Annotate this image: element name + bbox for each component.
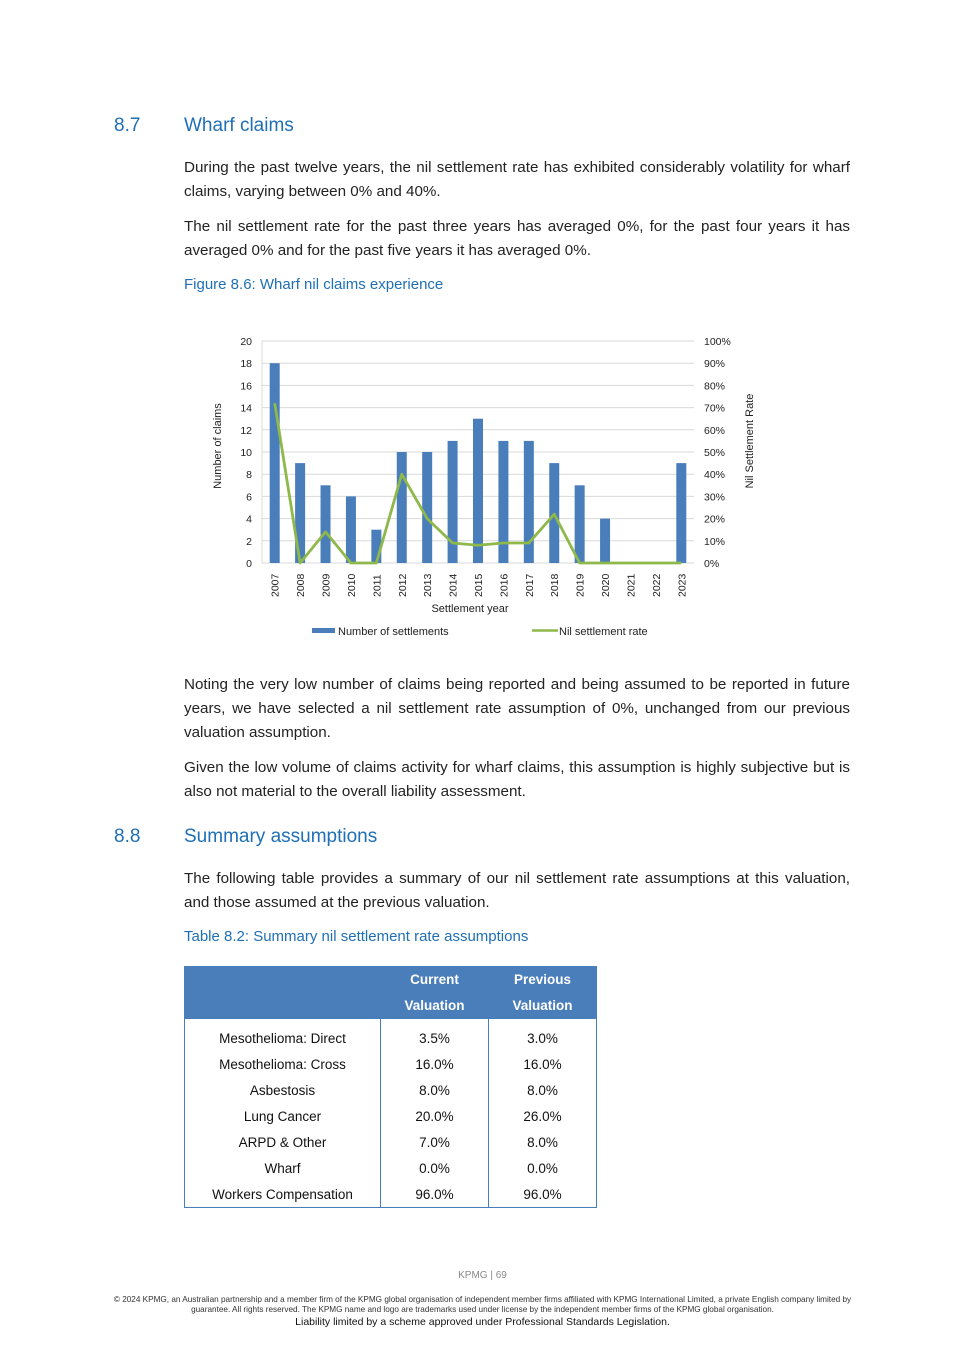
bar <box>397 452 407 563</box>
x-tick-label: 2022 <box>650 573 663 597</box>
y2-tick-label: 90% <box>704 358 726 371</box>
x-tick-label: 2019 <box>574 573 587 597</box>
x-tick-label: 2016 <box>498 573 511 597</box>
liability-notice: Liability limited by a scheme approved under Professional Standards Legislation. <box>295 1316 670 1328</box>
table-row <box>185 1181 597 1208</box>
table-row <box>185 1155 597 1181</box>
section-number: 8.8 <box>114 826 141 847</box>
x-tick-label: 2011 <box>371 574 384 597</box>
bar <box>473 419 483 563</box>
current-value: 8.0% <box>381 1077 489 1103</box>
current-value: 96.0% <box>381 1181 489 1208</box>
previous-value: 3.0% <box>489 1019 597 1051</box>
y-tick-label: 10 <box>240 447 252 459</box>
y2-axis-title: Nil Settlement Rate <box>744 393 756 489</box>
current-value: 0.0% <box>381 1155 489 1181</box>
y-tick-label: 8 <box>246 469 252 482</box>
x-tick-label: 2021 <box>625 573 638 597</box>
row-label: Workers Compensation <box>212 1186 353 1202</box>
bar <box>676 463 686 563</box>
section-title: Summary assumptions <box>184 826 378 847</box>
legend-bar-swatch <box>312 628 335 633</box>
x-tick-label: 2020 <box>600 573 613 597</box>
y2-tick-label: 50% <box>704 447 726 459</box>
row-label: Mesothelioma: Cross <box>219 1056 346 1072</box>
table-body <box>185 1019 597 1208</box>
table-header-previous: Previous Valuation <box>489 967 597 1020</box>
wharf-nil-claims-chart <box>200 325 780 650</box>
y-tick-label: 16 <box>240 380 252 393</box>
previous-value: 16.0% <box>489 1051 597 1077</box>
table-caption: Table 8.2: Summary nil settlement rate assumptions <box>184 928 529 945</box>
x-tick-label: 2010 <box>345 573 358 597</box>
bar <box>346 496 356 563</box>
previous-value: 8.0% <box>489 1077 597 1103</box>
y-tick-label: 6 <box>246 491 252 504</box>
table-row <box>185 1129 597 1155</box>
previous-value: 26.0% <box>489 1103 597 1129</box>
paragraph: Given the low volume of claims activity for wharf claims, this assumption is highly subjective but is also not material to the overall liability assessment. <box>184 759 850 800</box>
y-axis-title: Number of claims <box>212 403 224 489</box>
y-tick-label: 2 <box>246 535 252 548</box>
bar <box>575 485 585 563</box>
figure-caption: Figure 8.6: Wharf nil claims experience <box>184 276 444 293</box>
table-row <box>185 1051 597 1077</box>
x-tick-label: 2014 <box>447 573 460 597</box>
paragraph: Noting the very low number of claims being reported and being assumed to be reported in future years, we have selected a nil settlement rate assumption of 0%, unchanged from our previous valuation assumption. <box>184 676 850 741</box>
section-number: 8.7 <box>114 115 141 136</box>
y2-tick-label: 40% <box>704 469 726 482</box>
x-tick-label: 2015 <box>473 573 485 597</box>
current-value: 7.0% <box>381 1129 489 1155</box>
current-value: 20.0% <box>381 1103 489 1129</box>
y-tick-label: 0 <box>246 558 252 570</box>
x-tick-label: 2007 <box>269 573 282 597</box>
paragraph: The following table provides a summary of our nil settlement rate assumptions at this valuation, and those assumed at the previous valuation. <box>184 870 850 911</box>
x-tick-label: 2013 <box>422 573 435 597</box>
y-tick-label: 18 <box>240 358 252 371</box>
section-title: Wharf claims <box>184 115 294 136</box>
y2-tick-label: 70% <box>704 402 726 415</box>
row-label: Asbestosis <box>249 1082 316 1098</box>
copyright-notice: © 2024 KPMG, an Australian partnership and a member firm of the KPMG global organisation of independent member firms affiliated with KPMG International Limited, a private English company limited by guarantee. All rights reserved. The KPMG name and logo are trademarks used under license by the independent member firms of the KPMG global organisation. <box>113 1295 852 1314</box>
bar <box>524 441 534 563</box>
row-label: Wharf <box>264 1160 301 1176</box>
previous-value: 8.0% <box>489 1129 597 1155</box>
legend-bar-label: Number of settlements <box>338 626 449 638</box>
table-header-row <box>185 967 597 1020</box>
legend-line-label: Nil settlement rate <box>559 626 648 638</box>
x-axis-title: Settlement year <box>431 603 509 615</box>
y-tick-label: 14 <box>240 402 252 415</box>
bar <box>270 363 280 563</box>
x-tick-label: 2017 <box>523 573 536 597</box>
y-tick-label: 20 <box>240 336 252 348</box>
bar <box>422 452 432 563</box>
x-tick-label: 2008 <box>295 573 308 597</box>
bar <box>600 519 610 563</box>
y2-tick-label: 10% <box>704 535 726 548</box>
y2-tick-label: 80% <box>704 380 726 393</box>
table-header-current: Current Valuation <box>381 967 489 1020</box>
table-header-blank <box>185 967 381 1020</box>
previous-value: 0.0% <box>489 1155 597 1181</box>
current-value: 16.0% <box>381 1051 489 1077</box>
row-label: Lung Cancer <box>243 1108 322 1124</box>
table-row <box>185 1103 597 1129</box>
paragraph: During the past twelve years, the nil settlement rate has exhibited considerably volatility for wharf claims, varying between 0% and 40%. <box>184 159 850 200</box>
y2-tick-label: 20% <box>704 513 726 526</box>
page-number: KPMG | 69 <box>458 1270 507 1281</box>
x-tick-label: 2023 <box>676 573 689 597</box>
x-tick-label: 2009 <box>320 573 333 597</box>
paragraph: The nil settlement rate for the past three years has averaged 0%, for the past four years it has averaged 0% and for the past five years it has averaged 0%. <box>184 218 850 259</box>
x-tick-label: 2018 <box>549 573 562 597</box>
y2-tick-label: 30% <box>704 491 726 504</box>
y-tick-label: 12 <box>240 424 252 437</box>
bar <box>321 485 331 563</box>
y2-tick-label: 100% <box>704 336 731 348</box>
table-row <box>185 1077 597 1103</box>
row-label: ARPD & Other <box>238 1134 327 1150</box>
y2-tick-label: 60% <box>704 424 726 437</box>
current-value: 3.5% <box>381 1019 489 1051</box>
y2-tick-label: 0% <box>704 558 720 570</box>
previous-value: 96.0% <box>489 1181 597 1208</box>
row-label: Mesothelioma: Direct <box>219 1030 346 1046</box>
table-row <box>185 1019 597 1051</box>
x-tick-label: 2012 <box>396 573 409 597</box>
y-tick-label: 4 <box>246 513 252 526</box>
summary-assumptions-table <box>184 966 597 1208</box>
